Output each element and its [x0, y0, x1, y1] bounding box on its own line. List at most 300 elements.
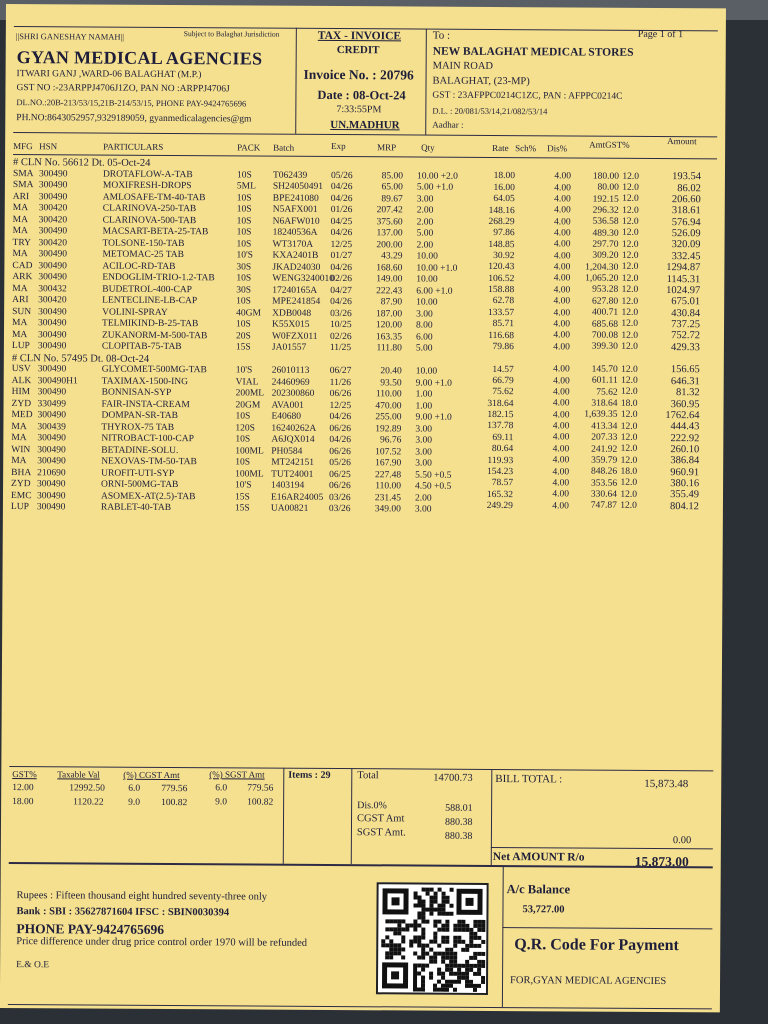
- cell-particulars: BETADINE-SOLU.: [101, 445, 179, 456]
- cell-dis: 4.00: [553, 307, 571, 318]
- cell-amount: 675.01: [671, 296, 701, 308]
- cell-amt: 601.11: [591, 375, 618, 387]
- cell-hsn: 300490: [38, 249, 68, 260]
- cell-mfg: HIM: [11, 387, 31, 398]
- cell-pack: 10S: [236, 204, 252, 215]
- cell-amount: 576.94: [671, 216, 701, 228]
- cell-mrp: 85.00: [381, 170, 403, 181]
- cell-qty: 2.00: [416, 217, 434, 228]
- cell-amt: 399.30: [591, 341, 618, 353]
- cell-batch: E40680: [271, 411, 302, 422]
- qr-module: [401, 955, 405, 959]
- cell-mrp: 93.50: [380, 377, 402, 388]
- cell-exp: 06/26: [329, 423, 352, 434]
- cell-exp: 11/25: [329, 342, 352, 354]
- total-value: 14700.73: [433, 772, 473, 784]
- cell-exp: 03/26: [328, 503, 351, 515]
- col-dis: Dis%: [547, 143, 568, 154]
- cell-amt: 296.32: [592, 205, 619, 216]
- qr-module: [409, 943, 413, 947]
- cell-qty: 3.00: [415, 458, 432, 469]
- cell-dis: 4.00: [552, 421, 570, 432]
- cell-batch: 1403194: [271, 480, 305, 491]
- qr-module: [421, 968, 425, 972]
- qr-module: [450, 888, 454, 892]
- qr-module: [425, 920, 429, 924]
- cell-pack: 10S: [236, 215, 252, 227]
- cell-amt: 318.64: [591, 398, 618, 409]
- cell-particulars: MACSART-BETA-25-TAB: [102, 226, 209, 238]
- cell-pack: 10'S: [235, 365, 253, 376]
- cell-batch: 202300860: [271, 388, 315, 399]
- discount-value: 588.01: [445, 802, 473, 814]
- cell-particulars: BONNISAN-SYP: [101, 387, 172, 399]
- cell-exp: 01/27: [330, 250, 353, 262]
- cell-amt: 75.62: [596, 387, 618, 398]
- cell-particulars: ENDOGLIM-TRIO-1.2-TAB: [102, 272, 215, 284]
- discount-label: Dis.0%: [357, 800, 387, 812]
- cell-dis: 4.00: [552, 489, 570, 500]
- cell-rate: 97.86: [493, 228, 515, 239]
- cell-particulars: CLARINOVA-500-TAB: [102, 215, 197, 226]
- cell-qty: 3.00: [416, 194, 434, 205]
- cell-mfg: MA: [12, 249, 28, 260]
- cell-rate: 79.86: [492, 341, 514, 352]
- cell-hsn: 300420: [38, 295, 67, 306]
- cell-amount: 1294.87: [666, 262, 701, 274]
- col-mfg: MFG: [13, 141, 33, 152]
- cell-pack: 10'S: [236, 250, 253, 261]
- cell-gst: 12.0: [621, 296, 639, 307]
- credit-label: CREDIT: [336, 44, 380, 57]
- cell-hsn: 300490: [37, 444, 66, 455]
- cell-rate: 120.43: [488, 262, 515, 273]
- customer-gst: GST : 23AFPPC0214C1ZC, PAN : AFPPC0214C: [432, 90, 623, 102]
- amount-in-words: Rupees : Fifteen thousand eight hundred seventy-three only: [16, 890, 268, 903]
- cell-exp: 04/26: [330, 296, 352, 308]
- cell-rate: 318.64: [487, 398, 514, 409]
- cell-particulars: ASOMEX-AT(2.5)-TAB: [100, 491, 196, 502]
- cell-amt: 1,204.30: [585, 262, 619, 273]
- cell-mrp: 255.00: [375, 412, 402, 423]
- cell-hsn: 300490: [36, 490, 66, 501]
- cell-batch: W0FZX011: [271, 331, 318, 342]
- cell-amt: 80.00: [597, 182, 619, 193]
- cell-hsn: 300420: [38, 203, 68, 214]
- cell-exp: 06/26: [329, 480, 351, 492]
- cell-exp: 04/27: [330, 285, 352, 296]
- cell-mfg: ARI: [12, 295, 29, 306]
- invoice-time: 7:33:55PM: [336, 104, 382, 116]
- cell-qty: 3.00: [416, 309, 433, 320]
- cell-amount: 320.09: [671, 239, 701, 251]
- cell-amount: 332.45: [671, 250, 701, 263]
- sgst-value: 880.38: [444, 830, 473, 842]
- cell-batch: MT242151: [271, 457, 314, 468]
- cell-batch: 26010113: [271, 365, 310, 376]
- cell-mrp: 168.60: [376, 262, 403, 273]
- qr-module: [477, 984, 481, 988]
- cell-rate: 78.57: [491, 478, 514, 489]
- cell-pack: 15S: [234, 491, 250, 502]
- firm-gst: GST NO :-23ARPPJ4706J1ZO, PAN NO :ARPPJ4706J: [16, 83, 230, 95]
- cell-hsn: 300490: [38, 306, 67, 317]
- cell-batch: UA00821: [270, 503, 309, 514]
- qr-modules: [379, 884, 487, 885]
- cell-dis: 4.00: [553, 262, 571, 273]
- cell-mrp: 87.90: [380, 297, 403, 308]
- cell-amount: 960.91: [670, 466, 700, 478]
- cell-batch: JKAD24030: [272, 262, 321, 273]
- cell-hsn: 300490: [37, 433, 66, 444]
- qr-module: [449, 912, 453, 916]
- cell-batch: JA01557: [271, 342, 307, 353]
- gst-row-12-cgst-pct: 6.0: [128, 783, 141, 794]
- cell-amt: 747.87: [590, 500, 617, 512]
- cell-exp: 04/26: [330, 193, 353, 204]
- qr-module: [421, 956, 425, 960]
- cell-dis: 4.00: [553, 330, 571, 341]
- gst-row-12-rate: 12.00: [12, 783, 34, 794]
- cell-hsn: 300490: [37, 329, 67, 340]
- cell-batch: XDB0048: [272, 308, 312, 319]
- cell-particulars: MOXIFRESH-DROPS: [102, 180, 192, 192]
- cell-particulars: TOLSONE-150-TAB: [102, 238, 185, 249]
- cell-particulars: THYROX-75 TAB: [101, 422, 175, 433]
- cell-rate: 148.85: [488, 239, 515, 250]
- cell-qty: 1.00: [415, 389, 433, 400]
- cell-mrp: 349.00: [374, 504, 401, 515]
- cell-gst: 12.0: [621, 319, 639, 330]
- cell-amount: 360.95: [670, 398, 700, 410]
- cell-mfg: SMA: [12, 168, 34, 179]
- cell-gst: 18.0: [620, 466, 638, 477]
- qr-module: [389, 955, 393, 959]
- cell-qty: 2.00: [416, 240, 434, 251]
- cell-mrp: 470.00: [375, 400, 402, 411]
- cell-amt: 400.71: [591, 307, 619, 318]
- cell-pack: 15S: [235, 342, 251, 353]
- cell-pack: 10S: [236, 319, 251, 330]
- cln-heading-text: # CLN No. 56612 Dt. 05-Oct-24: [12, 157, 151, 169]
- cell-hsn: 300490: [38, 180, 68, 191]
- cell-pack: 30S: [236, 284, 252, 296]
- cell-hsn: 300490: [37, 456, 66, 467]
- gst-head-taxable: Taxable Val: [57, 769, 100, 780]
- cell-exp: 04/26: [329, 434, 352, 446]
- cell-hsn: 210690: [37, 467, 66, 478]
- summary-divider-2: [351, 768, 353, 864]
- cell-hsn: 300490: [38, 318, 67, 329]
- cell-amt: 359.79: [591, 455, 618, 466]
- cell-exp: 02/26: [330, 273, 352, 285]
- cell-batch: AVA001: [271, 400, 304, 411]
- balance-rule: [502, 927, 712, 929]
- col-qty: Qty: [421, 142, 435, 153]
- cell-hsn: 300490: [37, 387, 67, 398]
- qr-module: [421, 936, 425, 940]
- cell-amount: 380.16: [670, 478, 700, 490]
- cell-exp: 06/26: [329, 388, 352, 400]
- shri-line: ||SHRI GANESHAY NAMAH||: [15, 31, 125, 42]
- cell-hsn: 300490: [36, 502, 66, 513]
- cell-mfg: MA: [11, 456, 27, 467]
- cell-mfg: LUP: [10, 502, 29, 513]
- cell-exp: 11/26: [329, 377, 352, 388]
- cell-particulars: TELMIKIND-B-25-TAB: [102, 318, 199, 330]
- cell-particulars: TAXIMAX-1500-ING: [101, 376, 189, 387]
- total-label: Total: [357, 770, 379, 782]
- net-amount-label: Net AMOUNT R/o: [492, 850, 585, 864]
- col-particulars: PARTICULARS: [103, 141, 164, 152]
- qr-module: [481, 940, 485, 944]
- qr-module: [421, 988, 425, 992]
- cell-amt: 413.34: [591, 421, 618, 432]
- cell-mrp: 96.76: [379, 435, 402, 446]
- cell-amt: 489.30: [592, 228, 619, 239]
- cell-mfg: ZYD: [11, 398, 32, 409]
- col-amt-gst: AmtGST%: [589, 139, 630, 150]
- invoice-paper: [0, 4, 726, 1012]
- cell-pack: 10S: [236, 227, 252, 238]
- cell-mrp: 110.00: [375, 481, 402, 492]
- qr-module: [405, 927, 409, 931]
- cell-mfg: ARI: [12, 191, 30, 202]
- qr-module: [481, 928, 485, 932]
- cell-pack: 10S: [236, 192, 252, 204]
- cell-amt: 1,639.35: [584, 409, 618, 421]
- cell-hsn: 300490: [38, 226, 68, 237]
- cell-particulars: RABLET-40-TAB: [100, 502, 172, 514]
- cell-batch: 24460969: [271, 377, 310, 388]
- cell-pack: 10'S: [235, 480, 252, 491]
- cell-exp: 01/26: [330, 204, 353, 216]
- cell-pack: 100ML: [235, 468, 264, 480]
- firm-phone: PH.NO:8643052957,9329189059, gyanmedicalagencies@gm: [16, 113, 252, 125]
- cell-dis: 4.00: [553, 296, 571, 307]
- cell-amount: 193.54: [672, 171, 701, 183]
- cell-mrp: 149.00: [376, 274, 403, 285]
- cell-amount: 737.25: [671, 319, 701, 331]
- cell-exp: 04/25: [330, 216, 353, 227]
- cell-batch: 17240165A: [272, 285, 318, 296]
- qr-module: [481, 964, 485, 968]
- cell-hsn: 300432: [38, 283, 67, 294]
- cell-gst: 12.0: [622, 171, 639, 182]
- cell-batch: WENG3240010: [272, 273, 335, 285]
- items-count: Items : 29: [288, 769, 331, 781]
- cgst-label: CGST Amt: [356, 813, 405, 825]
- qr-module: [401, 939, 405, 943]
- cell-mfg: MA: [12, 214, 29, 225]
- col-hsn: HSN: [39, 141, 58, 152]
- cell-exp: 04/26: [329, 411, 352, 423]
- cell-particulars: VOLINI-SPRAY: [102, 307, 168, 318]
- cell-amount: 1762.64: [665, 409, 700, 422]
- cell-exp: 05/26: [329, 457, 351, 469]
- gst-row-12-cgst: 779.56: [161, 783, 188, 795]
- cell-qty: 10.00: [416, 274, 438, 285]
- cell-particulars: DROTAFLOW-A-TAB: [102, 169, 193, 180]
- cell-particulars: METOMAC-25 TAB: [102, 249, 185, 261]
- cell-gst: 12.0: [620, 421, 638, 432]
- balance-value: 53,727.00: [522, 904, 565, 916]
- cell-gst: 12.0: [622, 216, 639, 227]
- cell-pack: 30S: [236, 261, 252, 273]
- qr-finder-top-left: [382, 888, 408, 914]
- cell-qty: 2.00: [414, 493, 432, 504]
- cell-qty: 9.00 +1.0: [415, 412, 452, 423]
- cell-amt: 330.64: [590, 489, 618, 500]
- cell-amount: 526.09: [671, 228, 701, 240]
- cell-qty: 5.00: [416, 228, 434, 239]
- cell-dis: 4.00: [553, 364, 570, 375]
- gst-row-18-rate: 18.00: [12, 797, 34, 808]
- cell-particulars: NITROBACT-100-CAP: [101, 433, 194, 445]
- cell-amount: 260.10: [670, 444, 700, 456]
- cell-exp: 04/26: [330, 181, 353, 193]
- cell-dis: 4.00: [552, 455, 570, 466]
- cell-batch: WT3170A: [272, 239, 314, 250]
- cell-mfg: TRY: [12, 237, 32, 248]
- cell-mrp: 89.67: [381, 193, 403, 204]
- customer-dl: D.L. : 20/081/53/14,21/082/53/14: [432, 105, 548, 117]
- cell-rate: 148.16: [488, 205, 515, 216]
- cell-qty: 10.00 +1.0: [416, 263, 458, 274]
- cell-dis: 4.00: [552, 432, 570, 443]
- cell-amt: 297.70: [592, 239, 619, 250]
- cell-gst: 12.0: [622, 194, 639, 205]
- cell-dis: 4.00: [552, 466, 570, 478]
- cell-amt: 700.08: [591, 330, 619, 341]
- qr-module: [433, 960, 437, 964]
- gst-row-18-sgst-pct: 9.0: [215, 797, 228, 808]
- firm-dl: DL.NO.:20B-213/53/15,21B-214/53/15, PHONE PAY-9424765696: [16, 97, 247, 109]
- cell-particulars: BUDETROL-400-CAP: [102, 284, 193, 295]
- cell-amount: 444.43: [670, 421, 700, 433]
- cell-amount: 206.60: [671, 194, 701, 206]
- bank-details: Bank : SBI : 35627871604 IFSC : SBIN0030394: [16, 906, 230, 919]
- cell-gst: 12.0: [620, 455, 638, 466]
- cell-particulars: ZUKANORM-M-500-TAB: [101, 330, 208, 341]
- jurisdiction-note: Subject to Balaghat Jurisdiction: [183, 29, 280, 39]
- qr-module: [437, 944, 441, 948]
- firm-address: ITWARI GANJ ,WARD-06 BALAGHAT (M.P.): [16, 69, 202, 81]
- cell-rate: 154.23: [486, 466, 514, 477]
- cell-amount: 804.12: [670, 500, 699, 512]
- cell-mrp: 375.60: [376, 216, 403, 227]
- cell-mfg: SMA: [12, 180, 34, 191]
- cell-qty: 6.00: [415, 332, 433, 343]
- cell-mrp: 200.00: [376, 239, 403, 250]
- cell-gst: 12.0: [621, 250, 639, 261]
- footer-divider: [502, 867, 504, 1007]
- cell-dis: 4.00: [554, 171, 571, 182]
- payment-qr-code[interactable]: [376, 882, 489, 995]
- cell-particulars: AMLOSAFE-TM-40-TAB: [102, 192, 206, 203]
- cell-mfg: MA: [12, 318, 28, 329]
- bill-total-value: 15,873.48: [644, 777, 689, 791]
- cell-mrp: 137.00: [376, 228, 403, 239]
- qr-module: [425, 964, 429, 968]
- salesman: UN.MADHUR: [330, 118, 400, 132]
- cell-gst: 12.0: [620, 409, 638, 421]
- qr-module: [481, 952, 485, 956]
- gst-row-12-sgst-pct: 6.0: [215, 783, 228, 794]
- cell-gst: 12.0: [621, 375, 638, 386]
- cell-amount: 156.65: [670, 364, 700, 376]
- cell-mfg: SUN: [12, 306, 32, 317]
- cell-hsn: 300490: [37, 479, 66, 490]
- cell-qty: 3.00: [414, 504, 432, 515]
- cell-rate: 62.78: [492, 296, 515, 307]
- cell-batch: 16240262A: [271, 423, 317, 434]
- cell-rate: 85.71: [492, 319, 515, 330]
- cell-gst: 12.0: [620, 500, 637, 511]
- cell-mfg: MA: [12, 283, 28, 294]
- cell-mrp: 207.42: [376, 205, 403, 216]
- cell-gst: 12.0: [620, 478, 638, 489]
- footer-bottom-rule: [8, 1004, 712, 1009]
- cell-amount: 222.92: [670, 432, 700, 444]
- balance-label: A/c Balance: [506, 882, 571, 897]
- cell-pack: 10S: [236, 238, 252, 250]
- cell-dis: 4.00: [554, 216, 571, 228]
- cell-qty: 10.00: [416, 251, 438, 262]
- cell-amt: 145.70: [591, 364, 618, 375]
- cell-exp: 06/25: [329, 469, 351, 480]
- cell-amt: 536.58: [592, 216, 619, 228]
- col-mrp: MRP: [377, 142, 397, 153]
- cell-amt: 685.68: [591, 319, 619, 330]
- header-bottom-rule: [13, 132, 717, 137]
- cell-particulars: ACILOC-RD-TAB: [102, 261, 176, 272]
- cell-amount: 430.84: [671, 307, 701, 319]
- qr-payment-label: Q.R. Code For Payment: [514, 936, 679, 955]
- cell-gst: 12.0: [621, 364, 638, 375]
- header-divider-left: [295, 28, 297, 134]
- cell-exp: 12/25: [330, 239, 353, 250]
- cell-rate: 182.15: [487, 410, 514, 421]
- invoice-type: TAX - INVOICE: [317, 29, 402, 43]
- cell-mfg: MA: [12, 226, 28, 237]
- gst-head-sgst: (%) SGST Amt: [209, 769, 265, 780]
- header-divider-right: [425, 29, 427, 135]
- cell-amt: 353.56: [590, 478, 618, 489]
- cell-exp: 12/25: [329, 400, 352, 411]
- cell-mfg: LUP: [11, 341, 30, 352]
- cell-gst: 12.0: [621, 273, 639, 284]
- round-off-value: 0.00: [672, 835, 692, 847]
- cell-amt: 180.00: [592, 171, 619, 182]
- cell-amount: 81.32: [675, 387, 700, 399]
- cell-particulars: NEXOVAS-TM-50-TAB: [101, 456, 197, 468]
- cell-batch: BPE241080: [272, 193, 319, 204]
- cell-amt: 1,065.20: [585, 273, 619, 284]
- cell-pack: 100ML: [235, 445, 264, 457]
- cell-amt: 848.26: [590, 466, 618, 478]
- cell-mrp: 111.80: [376, 343, 402, 354]
- cell-exp: 10/25: [330, 319, 352, 331]
- cell-rate: 268.29: [488, 216, 515, 228]
- cell-dis: 4.00: [553, 285, 571, 296]
- cell-mfg: BHA: [11, 467, 32, 478]
- cell-batch: N6AFW010: [272, 216, 320, 227]
- cell-pack: 10S: [236, 169, 252, 181]
- cell-exp: 03/26: [328, 492, 351, 503]
- cell-hsn: 300490: [38, 260, 67, 271]
- cell-mrp: 43.29: [381, 251, 403, 262]
